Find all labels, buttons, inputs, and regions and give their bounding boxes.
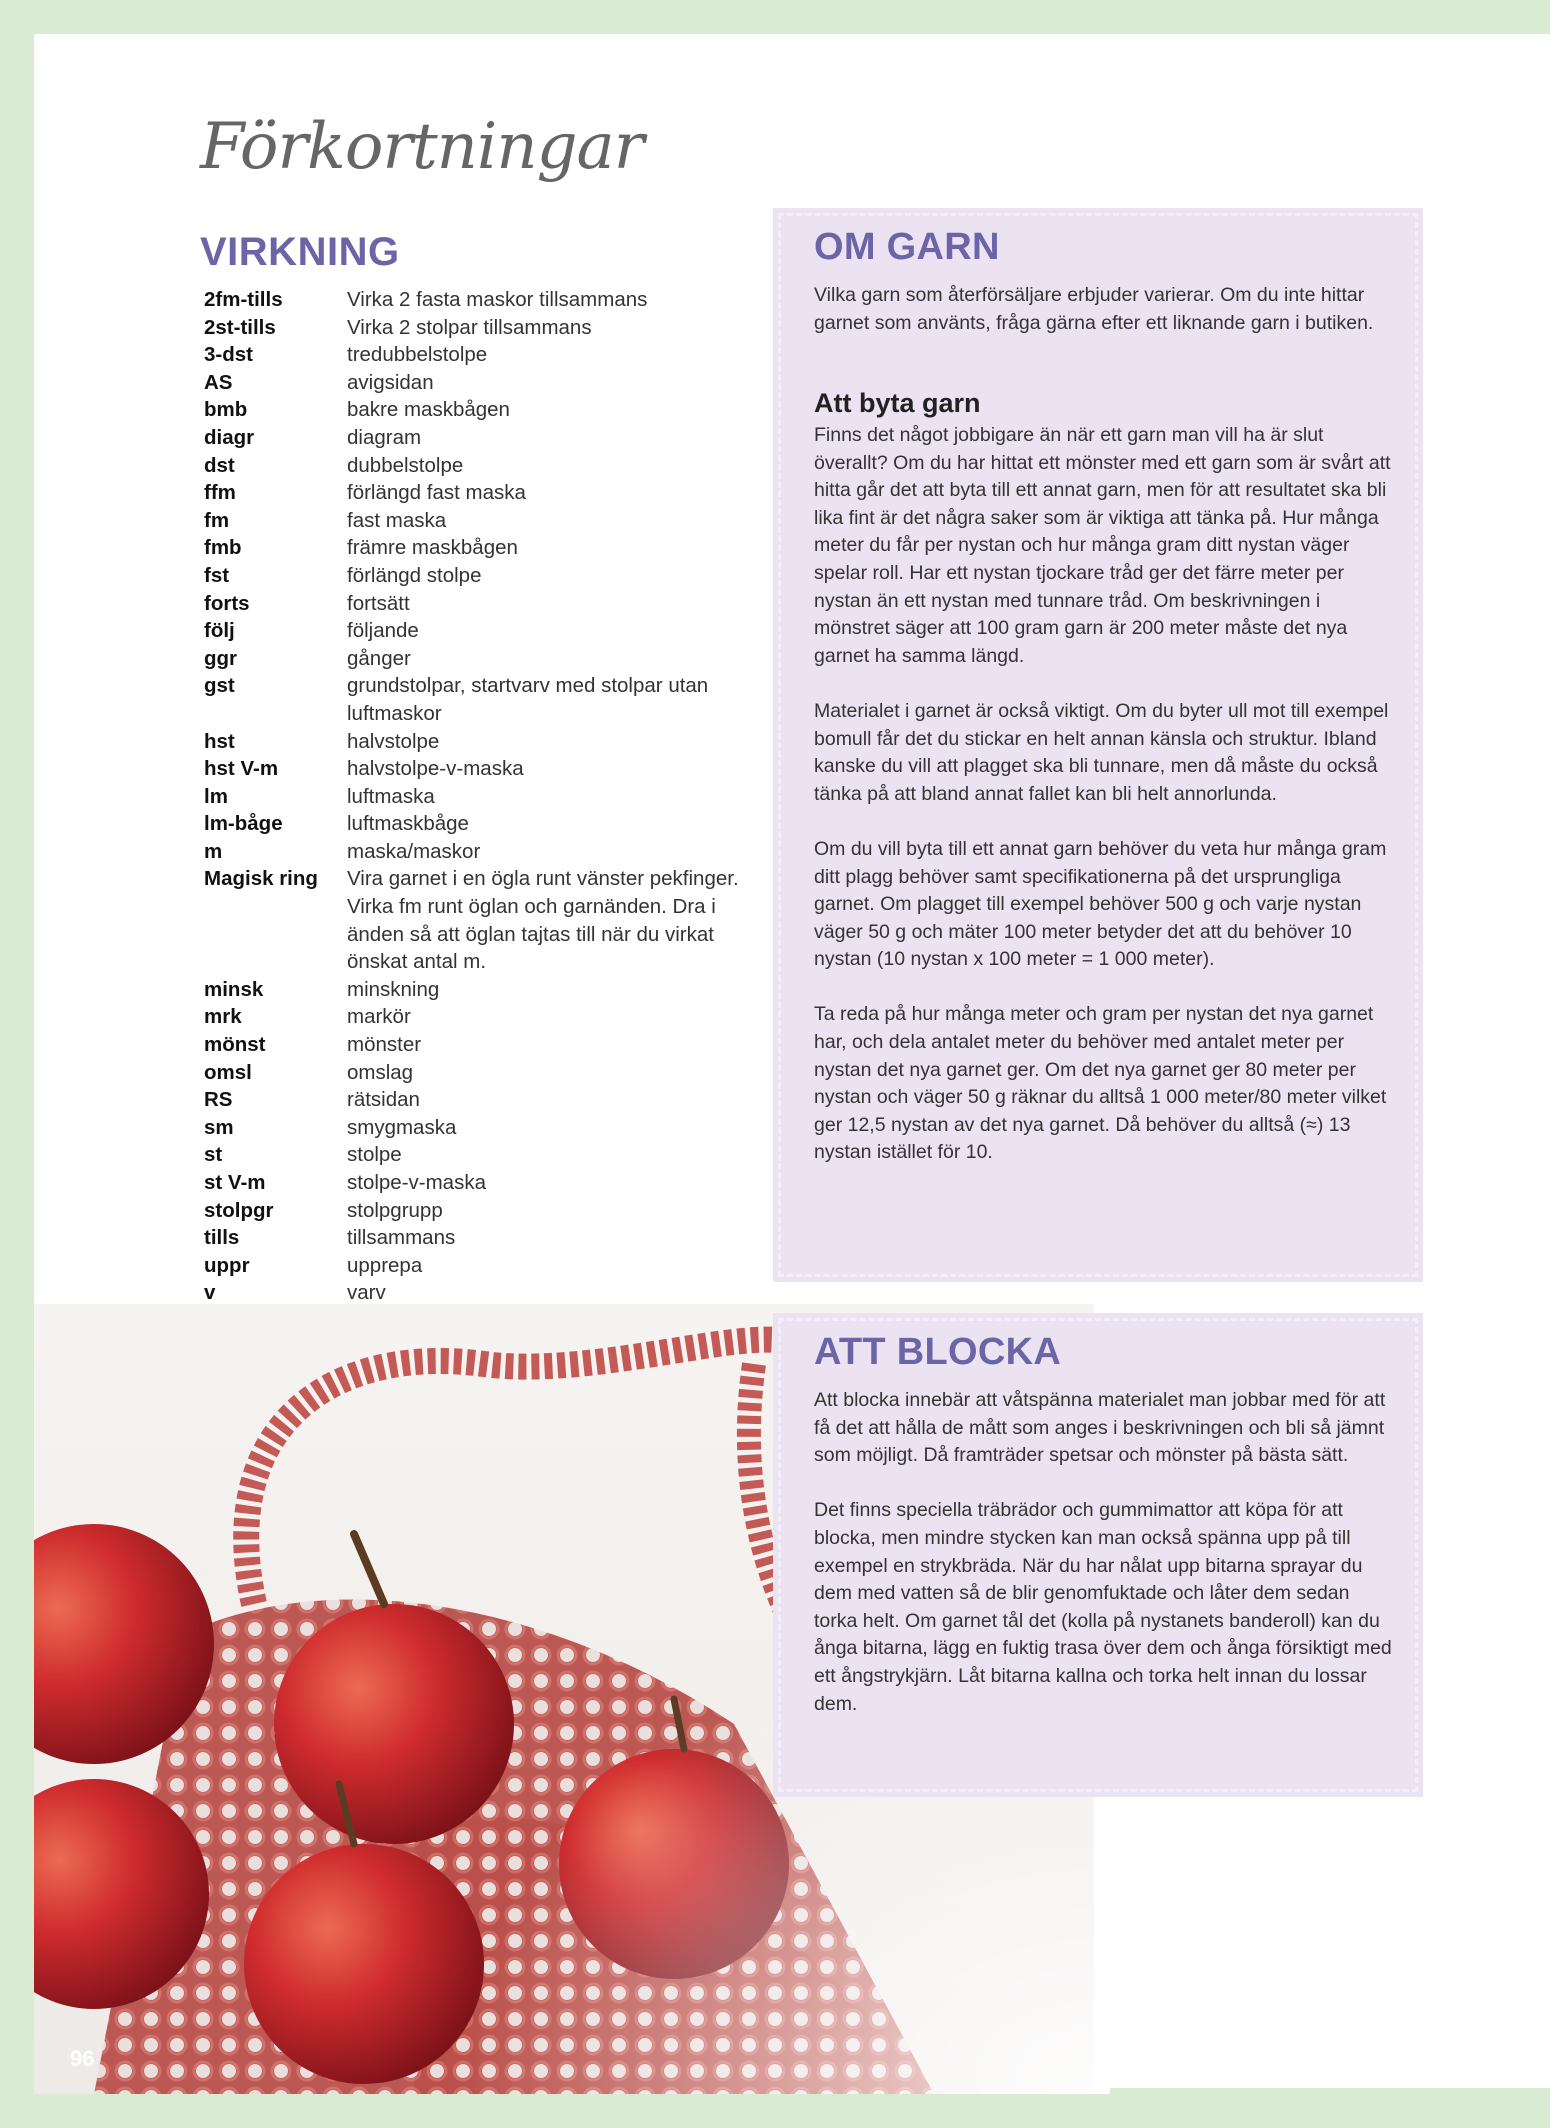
abbreviation-term: mrk <box>204 1005 242 1029</box>
abbreviation-definition: stolpgrupp <box>347 1198 443 1222</box>
abbreviation-term: ffm <box>204 481 236 505</box>
om-garn-paragraph: Materialet i garnet är också viktigt. Om du byter ull mot till exempel bomull får det du stickar en helt annan känsla och struktur. Ibland kanske du vill att plagget ska bli tunnare, men då måste du också tänka på att bland annat fallet kan bli helt annorlunda. <box>814 699 1389 805</box>
abbreviation-definition: avigsidan <box>347 370 434 394</box>
om-garn-body <box>814 422 1394 1195</box>
abbreviation-definition: gånger <box>347 646 411 670</box>
abbreviation-definition: främre maskbågen <box>347 536 518 560</box>
abbreviation-definition: halvstolpe-v-maska <box>347 757 524 781</box>
om-garn-paragraph: Ta reda på hur många meter och gram per nystan det nya garnet har, och dela antalet meter du behöver med antalet meter per nystan det nya garnet ger. Om det nya garnet ger 80 meter per nystan och väger 50 g räknar du alltså 1 000 meter/80 meter vilket ger 12,5 nystan av det nya garnet. Då behöver du alltså (≈) 13 nystan istället för 10. <box>814 1003 1387 1164</box>
abbreviation-term: forts <box>204 591 250 615</box>
abbreviation-row <box>204 1252 764 1280</box>
abbreviation-row <box>204 1031 764 1059</box>
abbreviation-term: lm <box>204 784 228 808</box>
abbreviation-row <box>204 617 764 645</box>
abbreviation-term: st V-m <box>204 1171 266 1194</box>
att-blocka-box <box>773 1313 1423 1797</box>
abbreviation-row <box>204 534 764 562</box>
bottom-color-strip <box>1110 2088 1550 2128</box>
abbreviation-definition: följande <box>347 619 419 643</box>
abbreviation-row <box>204 1059 764 1087</box>
abbreviation-definition: Virka 2 fasta maskor tillsammans <box>347 288 648 311</box>
abbreviation-table <box>204 286 764 1362</box>
abbreviation-term: 2fm-tills <box>204 288 283 311</box>
abbreviation-row <box>204 1003 764 1031</box>
abbreviation-row <box>204 755 764 783</box>
abbreviation-definition: fast maska <box>347 508 447 532</box>
abbreviation-definition: stolpe-v-maska <box>347 1171 486 1194</box>
abbreviation-definition: förlängd fast maska <box>347 481 526 505</box>
abbreviation-row <box>204 1141 764 1169</box>
virkning-heading: VIRKNING <box>200 230 400 274</box>
abbreviation-row <box>204 976 764 1004</box>
abbreviation-definition: grundstolpar, startvarv med stolpar utan luftmaskor <box>347 674 709 725</box>
abbreviation-row <box>204 452 764 480</box>
abbreviation-definition: markör <box>347 1005 411 1029</box>
abbreviation-term: hst <box>204 729 235 753</box>
om-garn-paragraph: Om du vill byta till ett annat garn behöver du veta hur många gram ditt plagg behöver samt specifikationerna på det ursprungliga garnet. Om plagget till exempel behöver 500 g och varje nystan väger 50 g och mäter 100 meter betyder det att du behöver 10 nystan (10 nystan x 100 meter = 1 000 meter). <box>814 837 1387 971</box>
abbreviation-term: st <box>204 1143 223 1167</box>
abbreviation-term: 3-dst <box>204 343 253 367</box>
abbreviation-term: Magisk ring <box>204 867 318 891</box>
abbreviation-definition: förlängd stolpe <box>347 563 482 587</box>
abbreviation-definition: mönster <box>347 1033 422 1057</box>
abbreviation-term: fm <box>204 508 230 532</box>
abbreviation-definition: varv <box>347 1281 386 1305</box>
abbreviation-term: diagr <box>204 425 255 449</box>
abbreviation-row <box>204 590 764 618</box>
page-number: 96 <box>70 2046 95 2071</box>
abbreviation-row <box>204 783 764 811</box>
abbreviation-row <box>204 728 764 756</box>
abbreviation-term: minsk <box>204 977 264 1001</box>
abbreviation-definition: dubbelstolpe <box>347 453 464 477</box>
abbreviation-row <box>204 286 764 314</box>
abbreviation-row <box>204 396 764 424</box>
abbreviation-term: hst V-m <box>204 757 279 781</box>
att-byta-garn-subheading: Att byta garn <box>814 388 981 418</box>
om-garn-paragraph: Finns det något jobbigare än när ett garn man vill ha är slut överallt? Om du har hittat ett mönster med ett garn som är svårt att hitta går det att byta till ett annat garn, men för att resultatet ska bli lika fint är det några saker som är viktiga att tänka på. Hur många meter du får per nystan och hur många gram ditt nystan väger spelar roll. Har ett nystan tjockare tråd ger det färre meter per nystan än ett nystan med tunnare tråd. Om beskrivningen i mönstret säger att 100 gram garn är 200 meter måste det nya garnet ha samma längd. <box>814 424 1391 667</box>
abbreviation-term: fst <box>204 563 230 587</box>
abbreviation-term: m <box>204 839 223 863</box>
abbreviation-definition: bakre maskbågen <box>347 398 510 422</box>
abbreviation-row <box>204 645 764 673</box>
abbreviation-definition: luftmaska <box>347 784 435 808</box>
abbreviation-term: uppr <box>204 1253 250 1277</box>
abbreviation-row <box>204 838 764 866</box>
abbreviation-row <box>204 1224 764 1252</box>
abbreviation-row <box>204 672 764 727</box>
att-blocka-paragraph: Att blocka innebär att våtspänna materialet man jobbar med för att få det att hålla de mått som anges i beskrivningen och bli så jämnt som möjligt. Då framträder spetsar och mönster på bästa sätt. <box>814 1389 1386 1467</box>
abbreviation-row <box>204 1169 764 1197</box>
abbreviation-term: v <box>204 1281 216 1305</box>
abbreviation-definition: tredubbelstolpe <box>347 343 488 367</box>
abbreviation-definition: diagram <box>347 425 422 449</box>
abbreviation-definition: rätsidan <box>347 1088 420 1112</box>
abbreviation-definition: Vira garnet i en ögla runt vänster pekfinger. Virka fm runt öglan och garnänden. Dra i änden så att öglan tajtas till när du virkat önskat antal m. <box>347 867 739 974</box>
abbreviation-definition: halvstolpe <box>347 729 440 753</box>
abbreviation-definition: omslag <box>347 1060 414 1084</box>
abbreviation-term: omsl <box>204 1060 252 1084</box>
abbreviation-row <box>204 1086 764 1114</box>
att-blocka-heading: ATT BLOCKA <box>814 1331 1062 1373</box>
abbreviation-row <box>204 865 764 975</box>
abbreviation-term: fmb <box>204 536 242 560</box>
abbreviation-row <box>204 314 764 342</box>
abbreviation-term: tills <box>204 1226 240 1250</box>
abbreviation-term: bmb <box>204 398 248 422</box>
om-garn-intro: Vilka garn som återförsäljare erbjuder varierar. Om du inte hittar garnet som använts, fråga gärna efter ett liknande garn i butiken. <box>814 284 1374 334</box>
abbreviation-term: lm-båge <box>204 812 283 836</box>
abbreviation-term: 2st-tills <box>204 315 276 339</box>
abbreviation-row <box>204 810 764 838</box>
abbreviation-row <box>204 1279 764 1307</box>
abbreviation-row <box>204 479 764 507</box>
abbreviation-term: följ <box>204 619 235 643</box>
abbreviation-definition: luftmaskbåge <box>347 812 469 836</box>
abbreviation-definition: fortsätt <box>347 591 410 615</box>
abbreviation-definition: Virka 2 stolpar tillsammans <box>347 315 592 339</box>
abbreviation-term: dst <box>204 453 235 477</box>
abbreviation-definition: stolpe <box>347 1143 402 1167</box>
abbreviation-definition: tillsammans <box>347 1226 456 1250</box>
abbreviation-term: RS <box>204 1088 233 1112</box>
abbreviation-row <box>204 562 764 590</box>
abbreviation-term: sm <box>204 1115 234 1139</box>
abbreviation-definition: maska/maskor <box>347 839 481 863</box>
abbreviation-definition: minskning <box>347 977 440 1001</box>
abbreviation-term: mönst <box>204 1033 266 1057</box>
abbreviation-row <box>204 1197 764 1225</box>
om-garn-heading: OM GARN <box>814 226 1000 268</box>
abbreviation-definition: smygmaska <box>347 1115 457 1139</box>
abbreviation-row <box>204 424 764 452</box>
att-blocka-paragraph: Det finns speciella träbrädor och gummimattor att köpa för att blocka, men mindre stycken kan man också spänna upp på till exempel en strykbräda. När du har nålat upp bitarna sprayar du dem med vatten så de blir genomfuktade och låter dem sedan torka helt. Om garnet tål det (kolla på nystanets banderoll) kan du ånga bitarna, lägg en fuktig trasa över dem och ånga försiktigt med ett ångstrykjärn. Låt bitarna kallna och torka helt innan du lossar dem. <box>814 1499 1392 1715</box>
abbreviation-term: gst <box>204 674 235 698</box>
abbreviation-row <box>204 369 764 397</box>
abbreviation-term: AS <box>204 370 233 394</box>
abbreviation-term: ggr <box>204 646 238 670</box>
abbreviation-row <box>204 1114 764 1142</box>
att-blocka-body <box>814 1387 1394 1746</box>
abbreviation-row <box>204 341 764 369</box>
abbreviation-definition: upprepa <box>347 1253 423 1277</box>
abbreviation-term: stolpgr <box>204 1198 274 1222</box>
om-garn-box <box>773 208 1423 1282</box>
page-title: Förkortningar <box>200 110 644 184</box>
abbreviation-row <box>204 507 764 535</box>
